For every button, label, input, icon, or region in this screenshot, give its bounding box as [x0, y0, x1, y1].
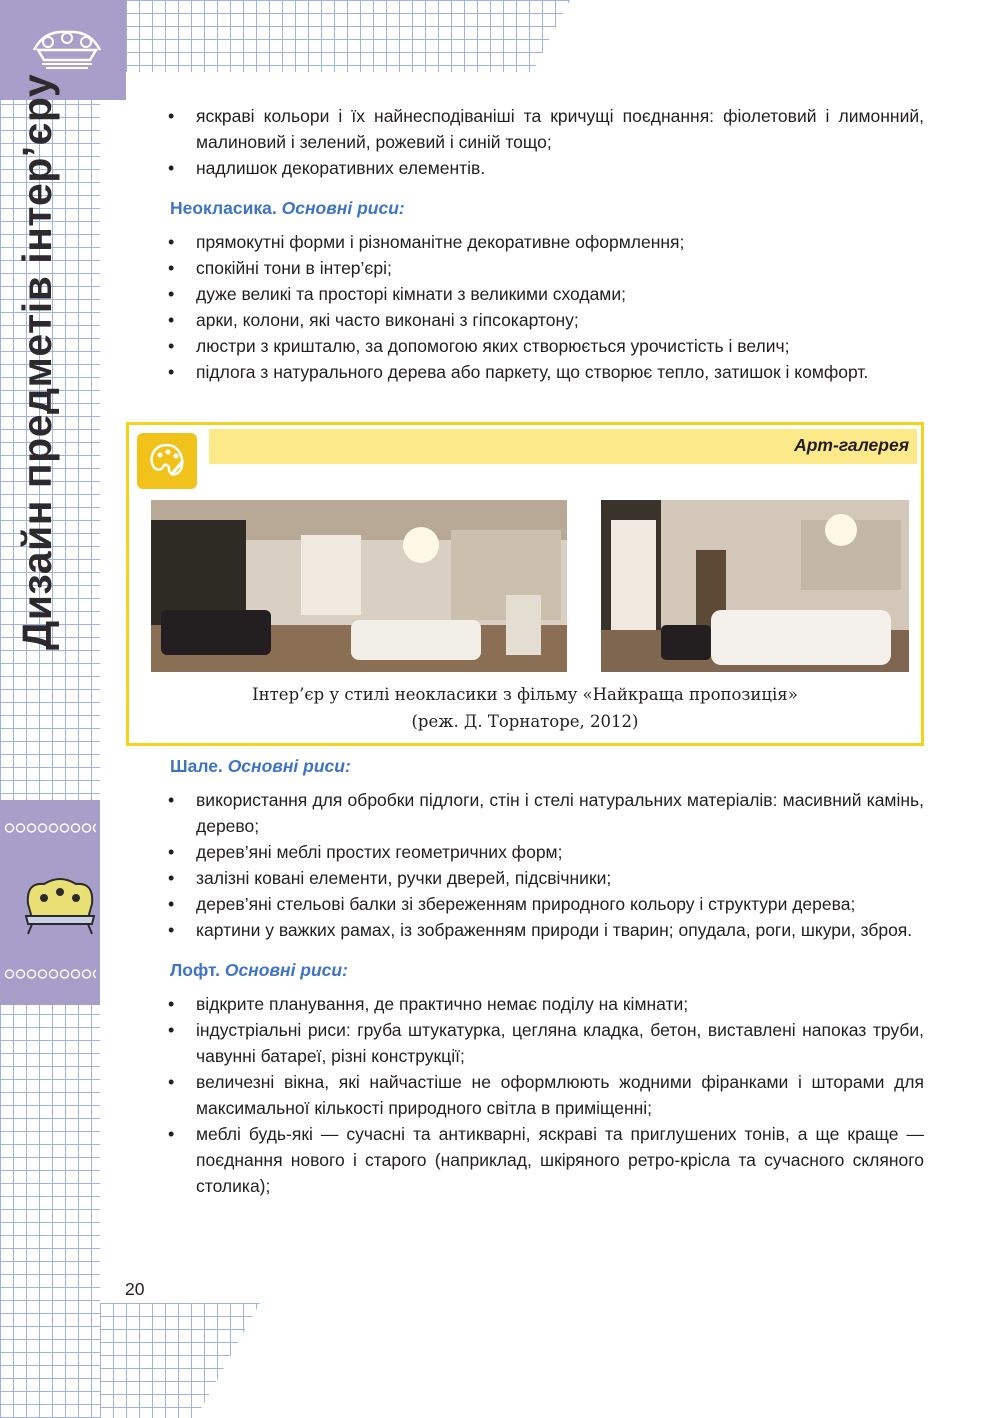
palette-icon	[137, 433, 197, 489]
gallery-title: Арт-галерея	[794, 435, 909, 455]
dots-decoration-top	[4, 822, 96, 834]
list-item: • люстри з кришталю, за допомогою яких створюється урочистість і велич;	[168, 333, 924, 359]
neoclassic-title: Неокласика.	[170, 198, 277, 218]
list-item: • величезні вікна, які найчастіше не оформлюють жодними фіранками і шторами для максимальної кількості природного світла в приміщенні;	[168, 1069, 924, 1121]
chalet-title: Шале.	[170, 756, 223, 776]
list-item: • яскраві кольори і їх найнесподіваніші та кричущі поєднання: фіолетовий і лимонний, малиновий і зелений, рожевий і синій тощо;	[168, 103, 924, 155]
list-item: • підлога з натурального дерева або паркету, що створює тепло, затишок і комфорт.	[168, 359, 924, 385]
grid-top-decoration	[100, 0, 570, 72]
list-item: • прямокутні форми і різноманітне декоративне оформлення;	[168, 229, 924, 255]
list-item: • картини у важких рамах, із зображенням природи і тварин; опудала, роги, шкури, зброя.	[168, 917, 924, 943]
list-item: • залізні ковані елементи, ручки дверей, підсвічники;	[168, 865, 924, 891]
loft-heading	[170, 957, 924, 983]
intro-list	[168, 103, 924, 181]
chalet-subtitle: Основні риси:	[227, 756, 351, 776]
interior-photo-2	[601, 500, 909, 672]
list-item: • дуже великі та просторі кімнати з великими сходами;	[168, 281, 924, 307]
interior-photo-1	[151, 500, 567, 672]
gallery-title-band	[209, 429, 917, 464]
list-item: • індустріальні риси: груба штукатурка, цегляна кладка, бетон, виставлені напоказ труби, чавунні батареї, різні конструкції;	[168, 1017, 924, 1069]
chalet-list	[168, 787, 924, 943]
chapter-side-title: Дизайн предметів інтер’єру	[14, 73, 60, 650]
list-item: • використання для обробки підлоги, стін і стелі натуральних матеріалів: масивний камінь, дерево;	[168, 787, 924, 839]
dots-decoration-bottom	[4, 968, 96, 980]
page-number: 20	[125, 1279, 145, 1299]
list-item: • дерев’яні стельові балки зі збереженням природного кольору і структури дерева;	[168, 891, 924, 917]
loft-title: Лофт.	[170, 960, 220, 980]
loft-list	[168, 991, 924, 1199]
list-item: • надлишок декоративних елементів.	[168, 155, 924, 181]
caption-line-1: Інтер’єр у стилі неокласики з фільму «Найкраща пропозиція»	[252, 685, 798, 704]
lower-content	[168, 753, 924, 1199]
list-item: • спокійні тони в інтер’єрі;	[168, 255, 924, 281]
main-content	[168, 103, 924, 385]
list-item: • арки, колони, які часто виконані з гіпсокартону;	[168, 307, 924, 333]
neoclassic-heading	[170, 195, 924, 221]
grid-bottom-decoration	[100, 1303, 260, 1418]
art-gallery-box	[126, 422, 924, 746]
list-item: • дерев’яні меблі простих геометричних форм;	[168, 839, 924, 865]
list-item: • меблі будь-які — сучасні та антикварні, яскраві та приглушених тонів, а ще краще — поєднання нового і старого (наприклад, шкіряного ретро-крісла та сучасного скляного столика);	[168, 1121, 924, 1199]
chandelier-icon	[24, 20, 110, 80]
list-item: • відкрите планування, де практично немає поділу на кімнати;	[168, 991, 924, 1017]
chalet-heading	[170, 753, 924, 779]
caption-line-2: (реж. Д. Торнаторе, 2012)	[411, 712, 639, 731]
loft-subtitle: Основні риси:	[224, 960, 348, 980]
gallery-caption	[129, 681, 921, 735]
neoclassic-subtitle: Основні риси:	[281, 198, 405, 218]
sofa-icon	[22, 868, 98, 938]
neoclassic-list	[168, 229, 924, 385]
